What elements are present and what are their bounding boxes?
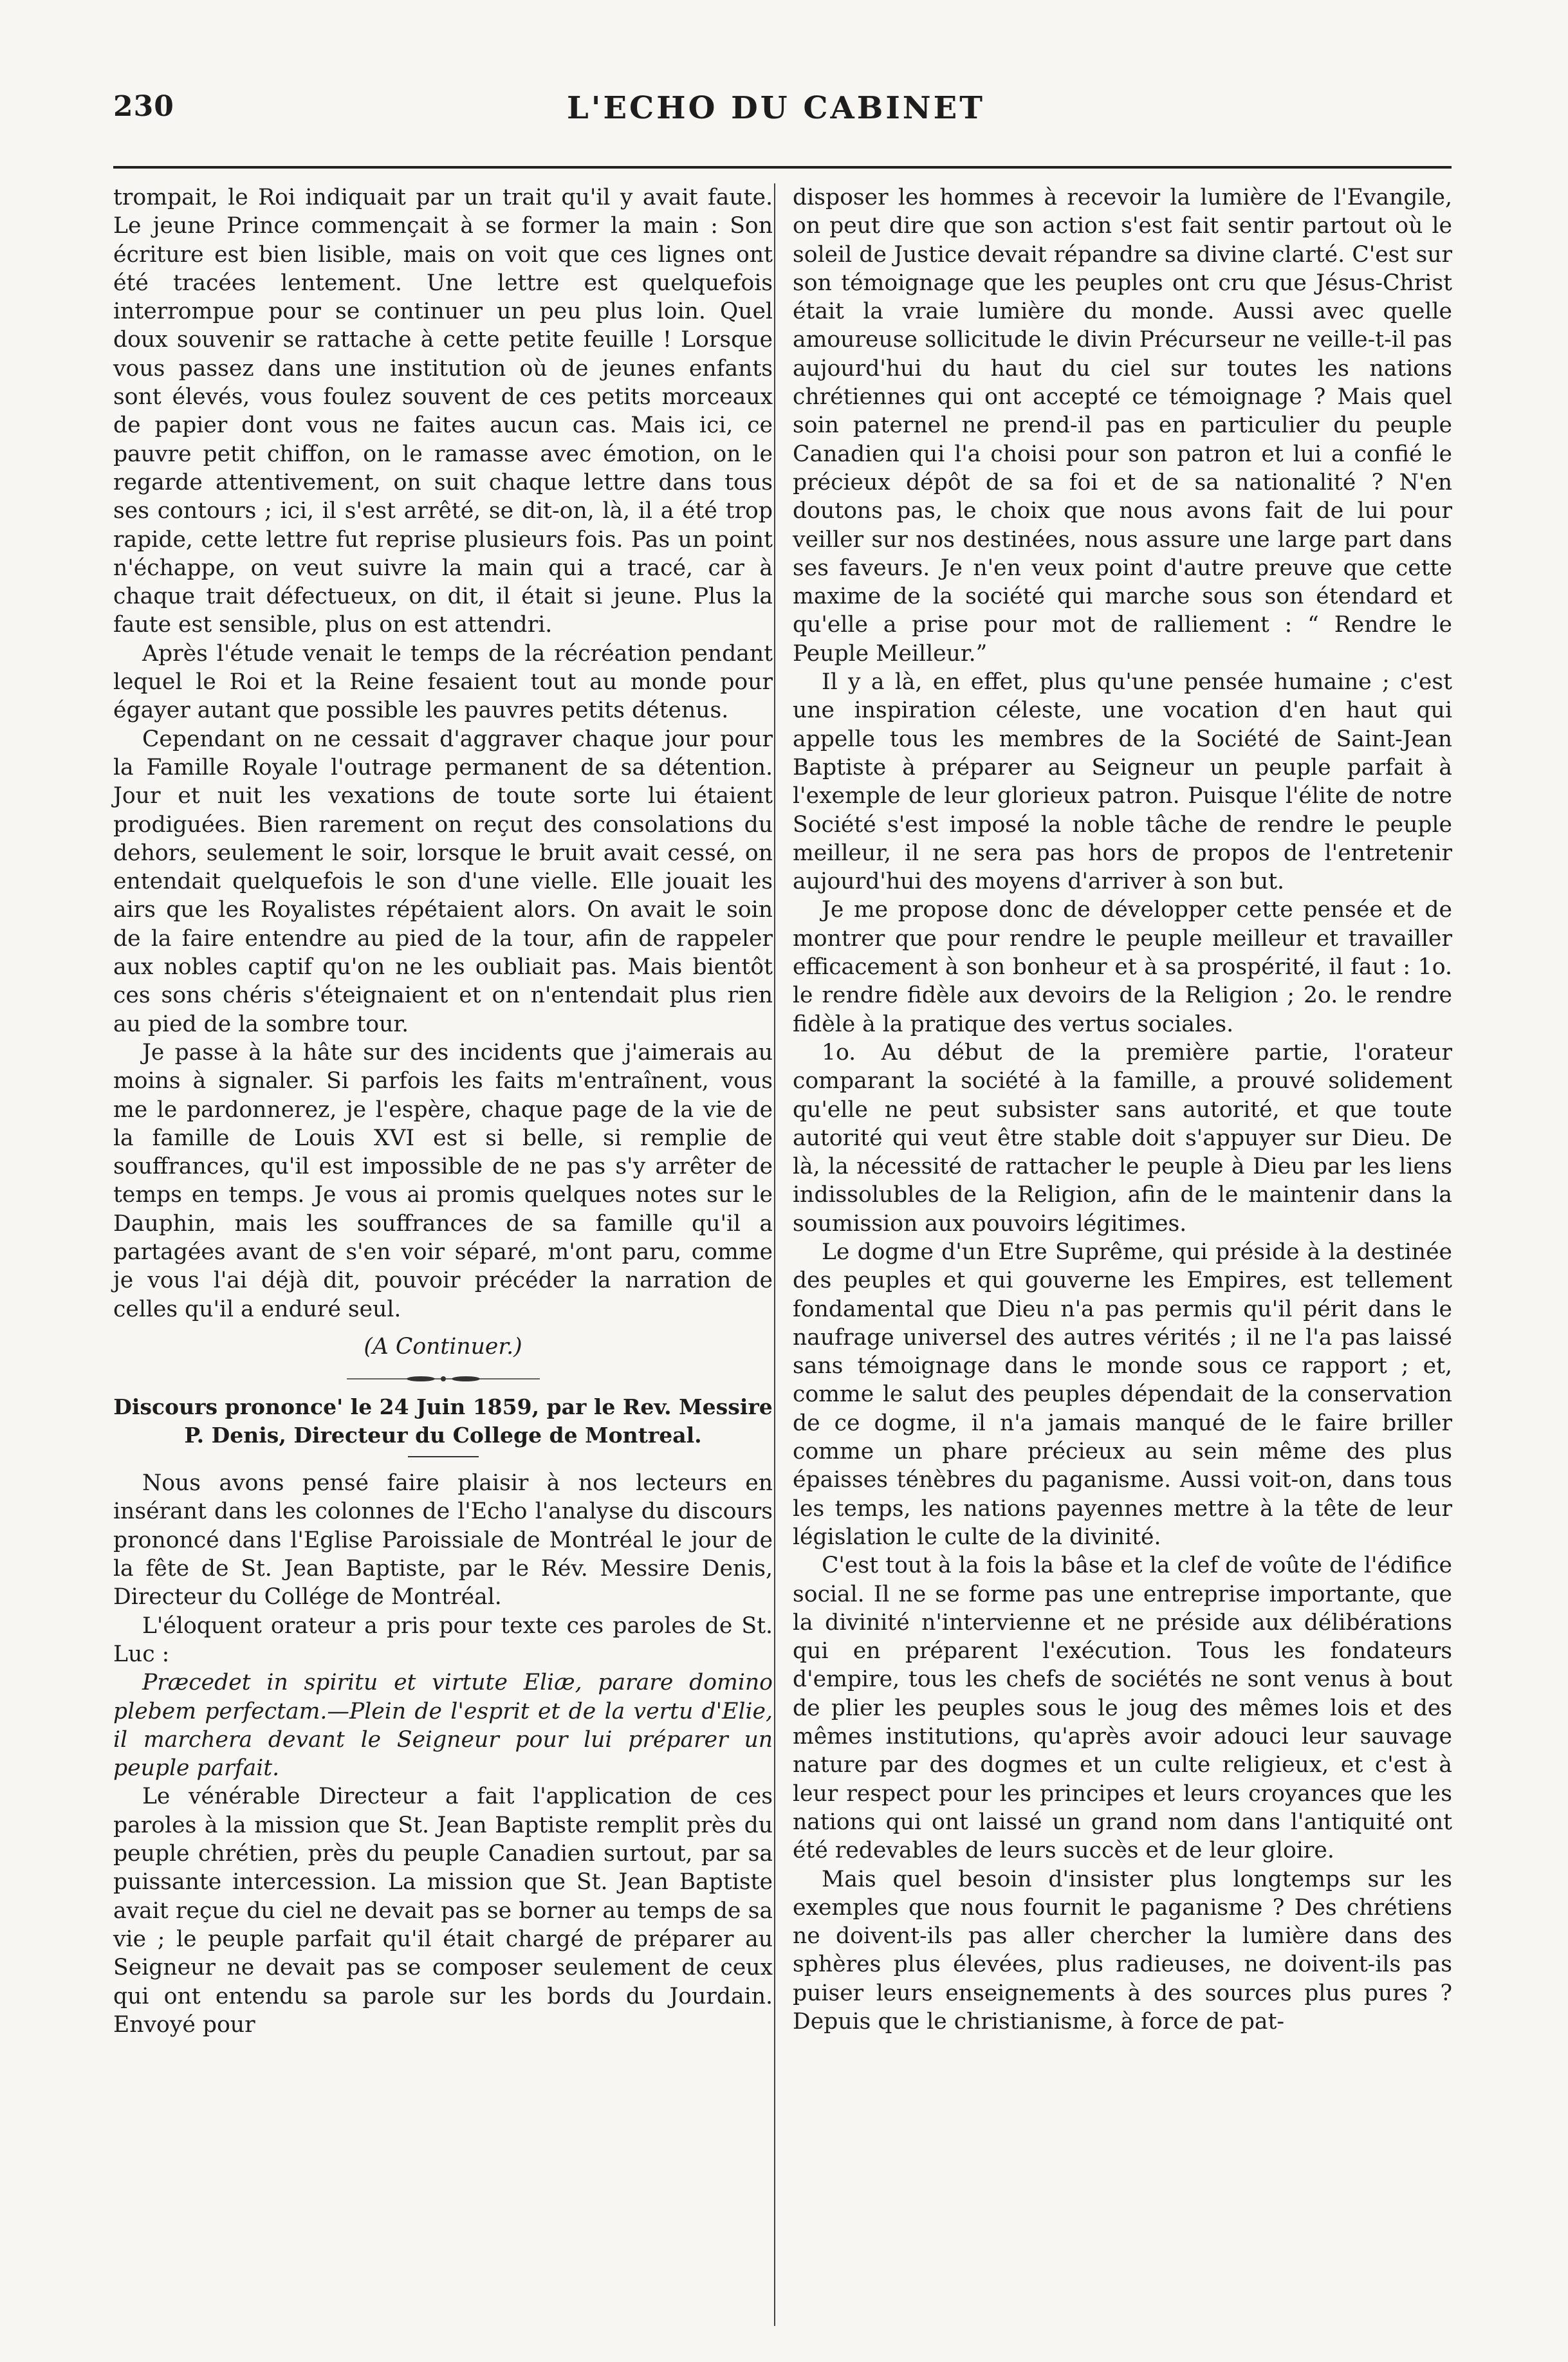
- article-heading-line: Discours prononce' le 24 Juin 1859, par le Rev. Messire: [113, 1394, 773, 1420]
- paragraph: trompait, le Roi indiquait par un trait qu'il y avait faute. Le jeune Prince commençait à se former la main : Son écriture est bien lisible, mais on voit que ces lignes ont été tracées lentement. Une lettre est quelquefois interrompue pour se continuer un peu plus loin. Quel doux souvenir se rattache à cette petite feuille ! Lorsque vous passez dans une institution où de jeunes enfants sont élevés, vous foulez souvent de ces petits morceaux de papier dont vous ne faites aucun cas. Mais ici, ce pauvre petit chiffon, on le ramasse avec émotion, on le regarde attentivement, on suit chaque lettre dans tous ses contours ; ici, il s'est arrêté, se dit-on, là, il a été trop rapide, cette lettre fut reprise plusieurs fois. Pas un point n'échappe, on veut suivre la main qui a tracé, car à chaque trait défectueux, on dit, il était si jeune. Plus la faute est sensible, plus on est attendri.: [113, 185, 773, 638]
- paragraph: Mais quel besoin d'insister plus longtemps sur les exemples que nous fournit le paganisme ? Des chrétiens ne doivent-ils pas aller chercher la lumière dans des sphères plus élevées, plus radieuses, ne doivent-ils pas puiser leurs enseignements à des sources plus pures ? Depuis que le christianisme, à force de pat-: [793, 1866, 1452, 2034]
- page-header: [113, 90, 1439, 142]
- paragraph: Je me propose donc de développer cette pensée et de montrer que pour rendre le peuple meilleur et travailler efficacement à son bonheur et à sa prospérité, il faut : 1o. le rendre fidèle aux devoirs de la Religion ; 2o. le rendre fidèle à la pratique des vertus sociales.: [793, 897, 1452, 1037]
- paragraph: Le vénérable Directeur a fait l'application de ces paroles à la mission que St. Jean Baptiste remplit près du peuple chrétien, près du peuple Canadien surtout, par sa puissante intercession. La mission que St. Jean Baptiste avait reçue du ciel ne devait pas se borner au temps de sa vie ; le peuple parfait qu'il était chargé de préparer au Seigneur ne devait pas se composer seulement de ceux qui ont entendu sa parole sur les bords du Jourdain. Envoyé pour: [113, 1784, 773, 2038]
- paragraph: Cependant on ne cessait d'aggraver chaque jour pour la Famille Royale l'outrage permanent de sa détention. Jour et nuit les vexations de toute sorte lui étaient prodiguées. Bien rarement on reçut des consolations du dehors, seulement le soir, lorsque le bruit avait cessé, on entendait quelquefois le son d'une vielle. Elle jouait les airs que les Royalistes répétaient alors. On avait le soin de la faire entendre au pied de la tour, afin de rappeler aux nobles captif qu'on ne les oubliait pas. Mais bientôt ces sons chéris s'éteignaient et on n'entendait plus rien au pied de la sombre tour.: [113, 726, 773, 1037]
- continuer-note: (A Continuer.): [364, 1333, 522, 1360]
- paragraph: C'est tout à la fois la bâse et la clef de voûte de l'édifice social. Il ne se forme pas une entreprise importante, que la divinité n'intervienne et ne préside aux délibérations qui en préparent l'exécution. Tous les fondateurs d'empire, tous les chefs de sociétés ne sont venus à bout de plier les peuples sous le joug des mêmes lois et des mêmes institutions, qu'après avoir adouci leur sauvage nature par des dogmes et un culte religieux, et c'est à leur respect pour les principes et leurs croyances que les nations qui ont laissé un grand nom dans l'antiquité ont été redevables de leurs succès et de leur gloire.: [793, 1553, 1452, 1864]
- paragraph: disposer les hommes à recevoir la lumière de l'Evangile, on peut dire que son action s'est fait sentir partout où le soleil de Justice devait répandre sa divine clarté. C'est sur son témoignage que les peuples ont cru que Jésus-Christ était la vraie lumière du monde. Aussi avec quelle amoureuse sollicitude le divin Précurseur ne veille-t-il pas aujourd'hui du haut du ciel sur toutes les nations chrétiennes qui ont accepté ce témoignage ? Mais quel soin paternel ne prend-il pas en particulier du peuple Canadien qui l'a choisi pour son patron et lui a confié le précieux dépôt de sa foi et de sa nationalité ? N'en doutons pas, le choix que nous avons fait de lui pour veiller sur nos destinées, nous assure une large part dans ses faveurs. Je n'en veux point d'autre preuve que cette maxime de la société qui marche sous son étendard et qu'elle a prise pour mot de ralliement : “ Rendre le Peuple Meilleur.”: [793, 185, 1452, 667]
- paragraph: L'éloquent orateur a pris pour texte ces paroles de St. Luc :: [113, 1612, 773, 1667]
- paragraph: Il y a là, en effet, plus qu'une pensée humaine ; c'est une inspiration céleste, une vocation d'en haut qui appelle tous les membres de la Société de Saint-Jean Baptiste à préparer au Seigneur un peuple parfait à l'exemple de leur glorieux patron. Puisque l'élite de notre Société s'est imposé la noble tâche de rendre le peuple meilleur, il ne sera pas hors de propos de l'entretenir aujourd'hui des moyens d'arriver à son but.: [793, 669, 1452, 895]
- paragraph: Le dogme d'un Etre Suprême, qui préside à la destinée des peuples et qui gouverne les Empires, est tellement fondamental que Dieu n'a pas permis qu'il périt dans le naufrage universel des autres vérités ; il ne l'a pas laissé sans témoignage dans le monde sous ce rapport ; et, comme le salut des peuples dépendait de la conservation de ce dogme, il n'a jamais manqué de le faire briller comme un phare précieux au sein même des plus épaisses ténèbres du paganisme. Aussi voit-on, dans tous les temps, les nations payennes mettre à la tête de leur législation le culte de la divinité.: [793, 1239, 1452, 1550]
- article-heading: [113, 1393, 773, 1450]
- running-title: L'ECHO DU CABINET: [567, 90, 985, 126]
- paragraph: Nous avons pensé faire plaisir à nos lecteurs en insérant dans les colonnes de l'Echo l'analyse du discours prononcé dans l'Eglise Paroissiale de Montréal le jour de la fête de St. Jean Baptiste, par le Rév. Messire Denis, Directeur du Collége de Montréal.: [113, 1470, 773, 1610]
- header-rule: [113, 166, 1452, 169]
- left-column: [113, 183, 773, 2039]
- article-heading-line: P. Denis, Directeur du College de Montreal.: [184, 1423, 702, 1448]
- column-divider: [774, 183, 775, 2326]
- ornament-divider: [347, 1375, 540, 1383]
- page-number: 230: [113, 90, 174, 123]
- short-rule: [408, 1456, 479, 1457]
- paragraph: Après l'étude venait le temps de la récréation pendant lequel le Roi et la Reine fesaient tout au monde pour égayer autant que possible les pauvres petits détenus.: [113, 640, 773, 724]
- right-column: [793, 183, 1452, 2036]
- latin-quote: Præcedet in spiritu et virtute Eliæ, parare domino plebem perfectam.—Plein de l'esprit et de la vertu d'Elie, il marchera devant le Seigneur pour lui préparer un peuple parfait.: [113, 1670, 773, 1782]
- paragraph: Je passe à la hâte sur des incidents que j'aimerais au moins à signaler. Si parfois les faits m'entraînent, vous me le pardonnerez, je l'espère, chaque page de la vie de la famille de Louis XVI est si belle, si remplie de souffrances, qu'il est impossible de ne pas s'y arrêter de temps en temps. Je vous ai promis quelques notes sur le Dauphin, mais les souffrances de sa famille qu'il a partagées avant de s'en voir séparé, m'ont paru, comme je vous l'ai déjà dit, pouvoir précéder la narration de celles qu'il a enduré seul.: [113, 1039, 773, 1322]
- paragraph: 1o. Au début de la première partie, l'orateur comparant la société à la famille, a prouvé solidement qu'elle ne peut subsister sans autorité, et que toute autorité qui veut être stable doit s'appuyer sur Dieu. De là, la nécessité de rattacher le peuple à Dieu par les liens indissolubles de la Religion, afin de le maintenir dans la soumission aux pouvoirs légitimes.: [793, 1039, 1452, 1237]
